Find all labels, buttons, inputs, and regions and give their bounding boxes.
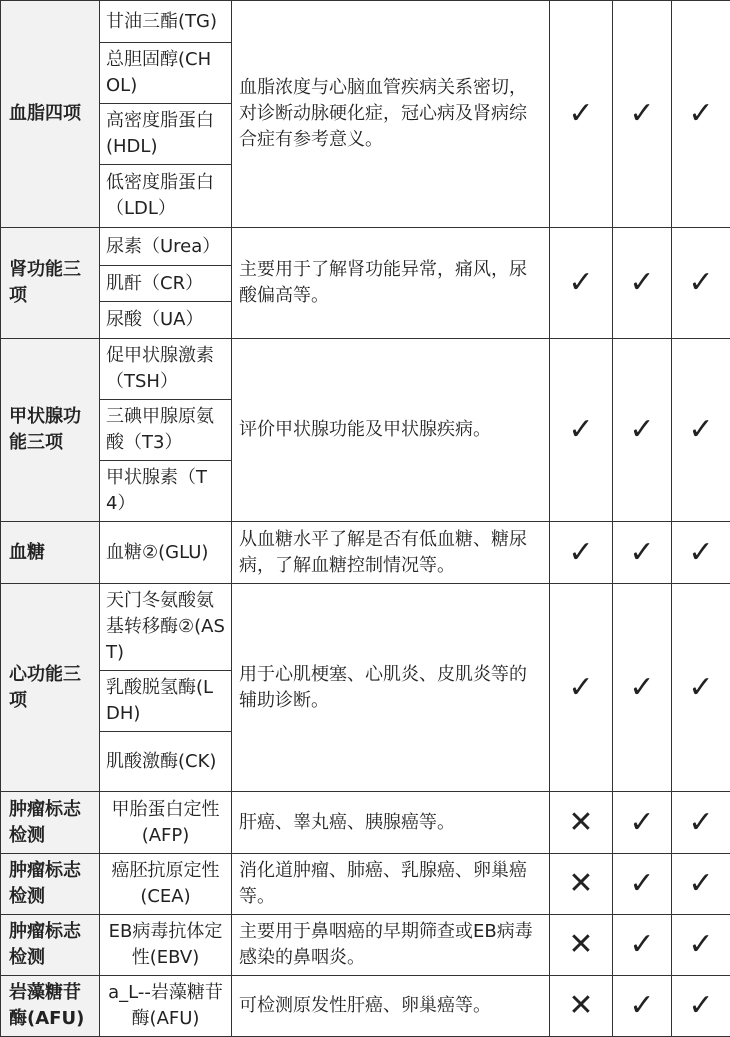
table-row [1,915,730,976]
desc-afu: 可检测原发性肝癌、卵巢癌等。 [232,976,550,1037]
desc-kidney: 主要用于了解肾功能异常，痛风，尿酸偏高等。 [232,228,550,339]
category-cardiac: 心功能三项 [1,584,100,792]
check-icon: ✓ [613,854,672,915]
check-icon: ✓ [550,339,613,522]
item-ck: 肌酸激酶(CK) [100,732,232,792]
table-row [1,584,730,671]
item-afu: a_L--岩藻糖苷酶(AFU) [100,976,232,1037]
item-chol: 总胆固醇(CHOL) [100,43,232,104]
check-icon: ✓ [672,584,730,792]
desc-lipid: 血脂浓度与心脑血管疾病关系密切，对诊断动脉硬化症，冠心病及肾病综合症有参考意义。 [232,1,550,228]
desc-cea: 消化道肿瘤、肺癌、乳腺癌、卵巢癌等。 [232,854,550,915]
check-icon: ✓ [613,1,672,228]
table-row [1,1,730,43]
category-glucose: 血糖 [1,522,100,584]
check-icon: ✓ [613,522,672,584]
check-icon: ✓ [613,976,672,1037]
table-row [1,522,730,584]
item-afp: 甲胎蛋白定性(AFP) [100,792,232,854]
category-kidney: 肾功能三项 [1,228,100,339]
desc-ebv: 主要用于鼻咽癌的早期筛查或EB病毒感染的鼻咽炎。 [232,915,550,976]
desc-glucose: 从血糖水平了解是否有低血糖、糖尿病，了解血糖控制情况等。 [232,522,550,584]
table-row [1,854,730,915]
check-icon: ✓ [672,522,730,584]
check-icon: ✓ [672,1,730,228]
check-icon: ✓ [613,792,672,854]
desc-cardiac: 用于心肌梗塞、心肌炎、皮肌炎等的辅助诊断。 [232,584,550,792]
category-tumor-cea: 肿瘤标志检测 [1,854,100,915]
cross-icon: ✕ [550,915,613,976]
item-tg: 甘油三酯(TG) [100,1,232,43]
table-row [1,976,730,1037]
desc-afp: 肝癌、睾丸癌、胰腺癌等。 [232,792,550,854]
check-icon: ✓ [550,584,613,792]
cross-icon: ✕ [550,976,613,1037]
item-ast: 天门冬氨酸氨基转移酶②(AST) [100,584,232,671]
item-ebv: EB病毒抗体定性(EBV) [100,915,232,976]
item-glu: 血糖②(GLU) [100,522,232,584]
check-icon: ✓ [672,854,730,915]
category-afu: 岩藻糖苷酶(AFU) [1,976,100,1037]
item-ldh: 乳酸脱氢酶(LDH) [100,671,232,732]
category-thyroid: 甲状腺功能三项 [1,339,100,522]
check-icon: ✓ [672,976,730,1037]
item-ldl: 低密度脂蛋白（LDL） [100,165,232,228]
check-icon: ✓ [550,1,613,228]
check-icon: ✓ [672,339,730,522]
check-icon: ✓ [613,915,672,976]
item-urea: 尿素（Urea） [100,228,232,266]
table-row [1,792,730,854]
category-lipid: 血脂四项 [1,1,100,228]
item-ua: 尿酸（UA） [100,302,232,339]
check-icon: ✓ [613,584,672,792]
category-tumor-afp: 肿瘤标志检测 [1,792,100,854]
item-cr: 肌酐（CR） [100,266,232,302]
table-row [1,339,730,400]
category-tumor-ebv: 肿瘤标志检测 [1,915,100,976]
check-icon: ✓ [672,915,730,976]
check-icon: ✓ [550,522,613,584]
table-row [1,228,730,266]
item-cea: 癌胚抗原定性(CEA) [100,854,232,915]
check-icon: ✓ [550,228,613,339]
cross-icon: ✕ [550,792,613,854]
check-icon: ✓ [672,228,730,339]
item-t4: 甲状腺素（T4） [100,461,232,522]
item-tsh: 促甲状腺激素（TSH） [100,339,232,400]
cross-icon: ✕ [550,854,613,915]
check-icon: ✓ [672,792,730,854]
item-t3: 三碘甲腺原氨酸（T3） [100,400,232,461]
desc-thyroid: 评价甲状腺功能及甲状腺疾病。 [232,339,550,522]
item-hdl: 高密度脂蛋白(HDL) [100,104,232,165]
check-icon: ✓ [613,339,672,522]
check-icon: ✓ [613,228,672,339]
